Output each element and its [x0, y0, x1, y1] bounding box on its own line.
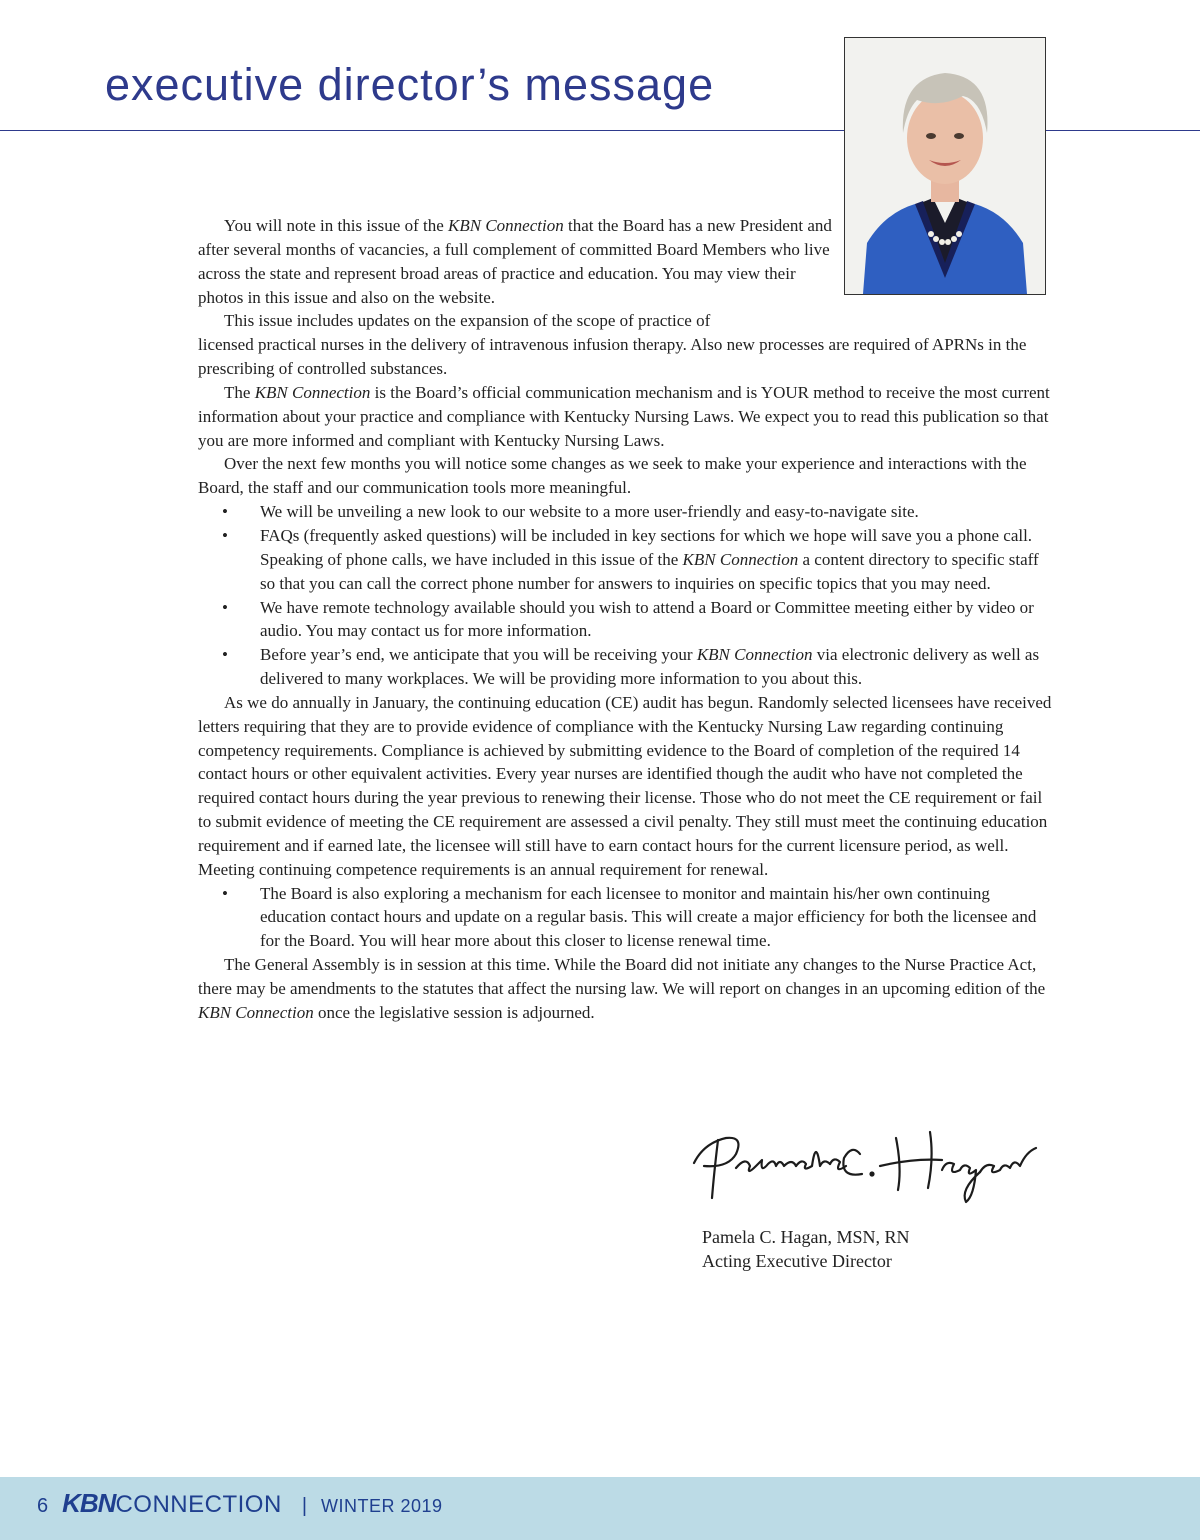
publication-name: KBN Connection	[448, 216, 564, 235]
footer-separator: |	[301, 1495, 308, 1517]
paragraph-scope	[198, 309, 1058, 381]
publication-name: KBN Connection	[696, 645, 813, 665]
text-run: via electronic delivery as well as delivered to many workplaces. We will be providing more information to you about this.	[260, 645, 1040, 689]
bullet-icon: •	[222, 525, 228, 545]
bullet-icon: •	[222, 883, 228, 903]
publication-name: KBN Connection	[682, 549, 799, 569]
footer	[37, 1488, 443, 1519]
text-run: Before year’s end, we anticipate that you will be receiving your	[260, 645, 697, 665]
bullet-icon: •	[222, 645, 228, 665]
paragraph-intro	[198, 214, 838, 309]
signatory-title: Acting Executive Director	[702, 1251, 892, 1271]
list-item	[198, 596, 1058, 644]
text-run: The Board is also exploring a mechanism for each licensee to monitor and maintain his/her own continuing education contact hours and update on a regular basis. This will create a major efficiency for both the licensee and for the Board. You will hear more about this closer to license renewal time.	[260, 883, 1037, 951]
ce-list	[198, 882, 1058, 954]
publication-name: KBN Connection	[254, 382, 371, 402]
text-run: This issue includes updates on the expansion of the scope of practice of	[224, 311, 711, 331]
publication-name: KBN Connection	[198, 1002, 314, 1022]
text-run: The	[224, 382, 255, 402]
text-run: once the legislative session is adjourned.	[313, 1002, 595, 1022]
text-run: You will note in this issue of the	[224, 216, 449, 235]
handwritten-signature	[684, 1118, 1044, 1210]
bullet-icon: •	[222, 502, 228, 522]
text-run: FAQs (frequently asked questions) will be included in key sections for which we hope will save you a phone call. Speaking of phone calls, we have included in this issue of the	[260, 525, 1033, 569]
issue-label: WINTER 2019	[321, 1496, 443, 1516]
article-body	[198, 214, 1058, 1025]
changes-list	[198, 500, 1058, 691]
brand-connection: CONNECTION	[115, 1491, 282, 1518]
page-title: executive director’s message	[105, 59, 715, 110]
signatory-name: Pamela C. Hagan, MSN, RN	[702, 1227, 910, 1247]
page-number: 6	[37, 1495, 49, 1517]
paragraph-ce-audit: As we do annually in January, the continuing education (CE) audit has begun. Randomly selected licensees have received letters requiring that they are to provide evidence of compliance with the Kentucky Nursing Law regarding continuing competency requirements. Compliance is achieved by submitting evidence to the Board of completion of the required 14 contact hours or other equivalent activities. Every year nurses are identified though the audit who have not completed the required contact hours during the year previous to renewing their license. Those who do not meet the CE requirement or fail to submit evidence of meeting the CE requirement are assessed a civil penalty. They still must meet the continuing education requirement and if earned late, the licensee will still have to earn contact hours for the current licensure period, as well. Meeting continuing competence requirements is an annual requirement for renewal.	[198, 692, 1052, 879]
list-item	[198, 524, 1058, 596]
text-run: a content directory to specific staff so that you can call the correct phone number for answers to inquiries on specific topics that you may need.	[260, 549, 1039, 593]
paragraph-changes: Over the next few months you will notice some changes as we seek to make your experience and interactions with the Board, the staff and our communication tools more meaningful.	[198, 454, 1027, 498]
signature-image	[684, 1118, 1044, 1210]
paragraph-communication	[198, 381, 1058, 453]
signature-block	[702, 1225, 909, 1273]
text-run: that the Board has a new President and after several months of vacancies, a full complement of committed Board Members who live across the state and represent broad areas of practice and education. You may view their photos in this issue and also on the website.	[198, 216, 832, 307]
bullet-icon: •	[222, 597, 228, 617]
text-run: The General Assembly is in session at this time. While the Board did not initiate any changes to the Nurse Practice Act, there may be amendments to the statutes that affect the nursing law. We will report on changes in an upcoming edition of the	[198, 955, 1046, 998]
text-run: is the Board’s official communication mechanism and is YOUR method to receive the most current information about your practice and compliance with Kentucky Nursing Laws. We expect you to read this publication so that you are more informed and compliant with Kentucky Nursing Laws.	[198, 382, 1050, 450]
list-item	[198, 643, 1058, 691]
text-run: We will be unveiling a new look to our website to a more user-friendly and easy-to-navigate site.	[260, 502, 919, 522]
list-item	[198, 500, 1058, 524]
paragraph-general-assembly	[198, 953, 1058, 1025]
text-run: We have remote technology available should you wish to attend a Board or Committee meeting either by video or audio. You may contact us for more information.	[260, 597, 1034, 641]
text-run: licensed practical nurses in the delivery of intravenous infusion therapy. Also new processes are required of APRNs in the prescribing of controlled substances.	[198, 335, 1027, 379]
brand-kbn: KBN	[62, 1488, 116, 1518]
list-item	[198, 882, 1058, 954]
